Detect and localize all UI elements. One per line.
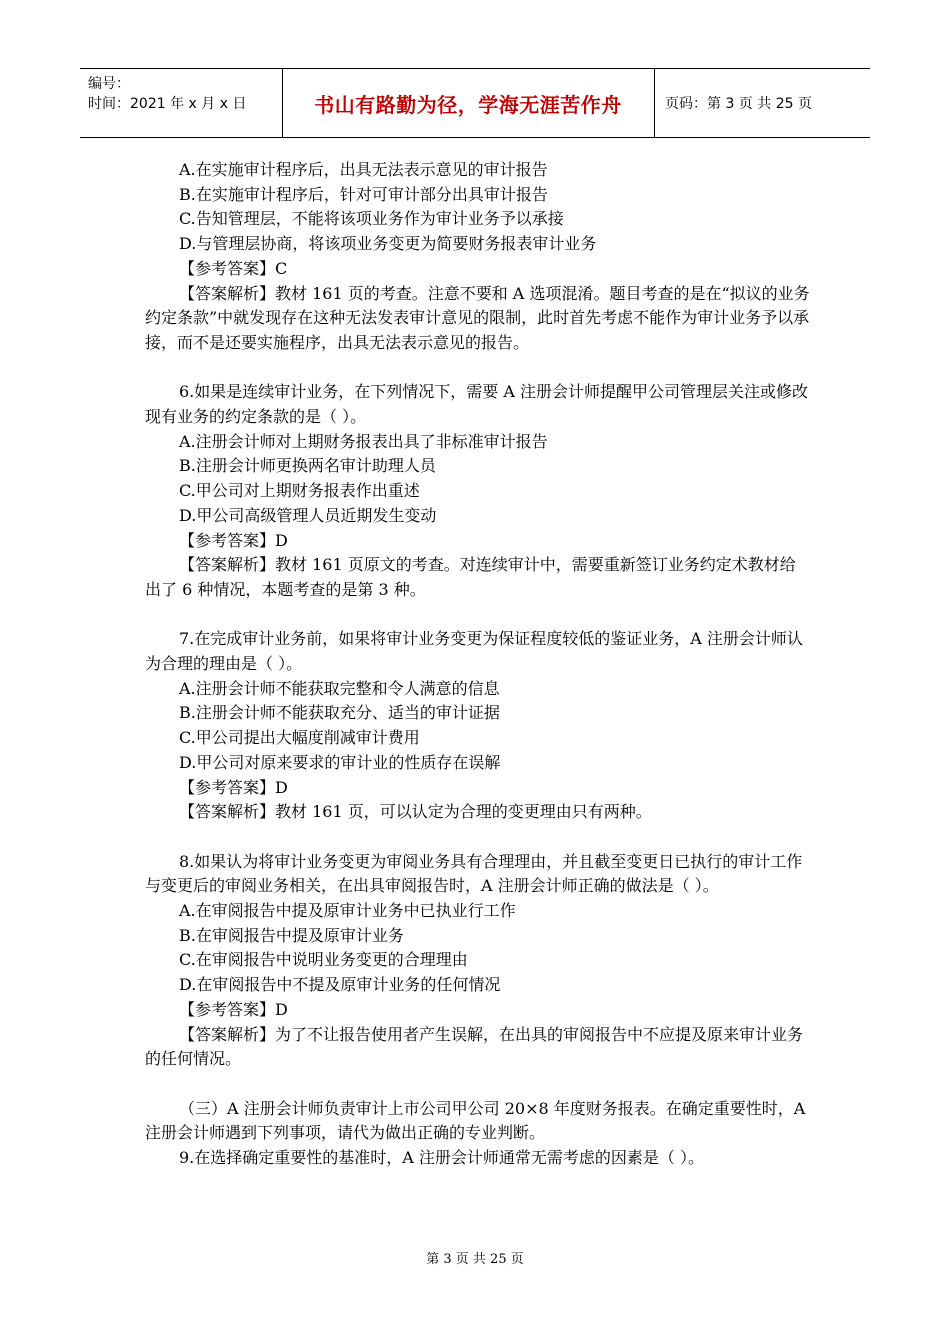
header-motto-cell bbox=[282, 69, 655, 137]
document-paragraph: （三）A 注册会计师负责审计上市公司甲公司 20×8 年度财务报表。在确定重要性时，A 注册会计师遇到下列事项，请代为做出正确的专业判断。 bbox=[145, 1098, 806, 1143]
document-paragraph: 6.如果是连续审计业务，在下列情况下，需要 A 注册会计师提醒甲公司管理层关注或修改现有业务的约定条款的是（ ）。 bbox=[145, 382, 808, 427]
document-date: 时间：2021 年 x 月 x 日 bbox=[88, 96, 247, 112]
document-line: B.注册会计师更换两名审计助理人员 bbox=[179, 456, 436, 476]
document-number: 编号： bbox=[88, 76, 130, 92]
document-paragraph: 8.如果认为将审计业务变更为审阅业务具有合理理由，并且截至变更日已执行的审计工作与变更后的审阅业务相关，在出具审阅报告时，A 注册会计师正确的做法是（ ）。 bbox=[145, 851, 803, 896]
header-page-cell bbox=[655, 69, 870, 137]
page-header bbox=[80, 68, 870, 138]
document-line: C.在审阅报告中说明业务变更的合理理由 bbox=[179, 950, 468, 970]
document-paragraph: 7.在完成审计业务前，如果将审计业务变更为保证程度较低的鉴证业务，A 注册会计师认为合理的理由是（ ）。 bbox=[145, 629, 803, 674]
document-paragraph: 【答案解析】教材 161 页原文的考查。对连续审计中，需要重新签订业务约定术教材给出了 6 种情况，本题考查的是第 3 种。 bbox=[145, 555, 796, 599]
header-motto: 书山有路勤为径，学海无涯苦作舟 bbox=[314, 92, 622, 117]
document-line: C.甲公司提出大幅度削减审计费用 bbox=[179, 728, 420, 748]
document-line: D.在审阅报告中不提及原审计业务的任何情况 bbox=[179, 975, 501, 995]
document-line: C.甲公司对上期财务报表作出重述 bbox=[179, 481, 420, 501]
document-line: A.注册会计师不能获取完整和令人满意的信息 bbox=[179, 678, 500, 698]
page-footer: 第 3 页 共 25 页 bbox=[426, 1252, 524, 1267]
document-line: A.注册会计师对上期财务报表出具了非标准审计报告 bbox=[179, 431, 548, 451]
document-line: 【参考答案】D bbox=[179, 999, 288, 1019]
document-line: A.在实施审计程序后，出具无法表示意见的审计报告 bbox=[179, 160, 548, 179]
document-line: 【答案解析】教材 161 页，可以认定为合理的变更理由只有两种。 bbox=[179, 802, 652, 822]
document-line: D.与管理层协商，将该项业务变更为简要财务报表审计业务 bbox=[179, 234, 597, 254]
document-line: 【参考答案】D bbox=[179, 777, 288, 797]
document-line: D.甲公司对原来要求的审计业的性质存在误解 bbox=[179, 752, 501, 772]
document-line: C.告知管理层，不能将该项业务作为审计业务予以承接 bbox=[179, 209, 564, 229]
header-page-number: 页码：第 3 页 共 25 页 bbox=[665, 96, 812, 112]
document-body bbox=[145, 158, 810, 1171]
document-line: D.甲公司高级管理人员近期发生变动 bbox=[179, 505, 437, 525]
document-line: 【参考答案】C bbox=[179, 258, 288, 278]
document-line: A.在审阅报告中提及原审计业务中已执业行工作 bbox=[179, 901, 516, 921]
document-line: B.注册会计师不能获取充分、适当的审计证据 bbox=[179, 703, 500, 723]
document-line: B.在审阅报告中提及原审计业务 bbox=[179, 925, 404, 945]
header-meta bbox=[80, 69, 283, 137]
document-paragraph: 【答案解析】教材 161 页的考查。注意不要和 A 选项混淆。题目考查的是在“拟议的业务约定条款”中就发现存在这种无法发表审计意见的限制，此时首先考虑不能作为审计业务予以承接，而不是还要实施程序，出具无法表示意见的报告。 bbox=[145, 283, 810, 352]
document-paragraph: 【答案解析】为了不让报告使用者产生误解，在出具的审阅报告中不应提及原来审计业务的任何情况。 bbox=[145, 1024, 804, 1069]
document-line: B.在实施审计程序后，针对可审计部分出具审计报告 bbox=[179, 184, 548, 204]
document-line: 【参考答案】D bbox=[179, 530, 288, 550]
document-paragraph: 9.在选择确定重要性的基准时，A 注册会计师通常无需考虑的因素是（ ）。 bbox=[179, 1148, 704, 1168]
